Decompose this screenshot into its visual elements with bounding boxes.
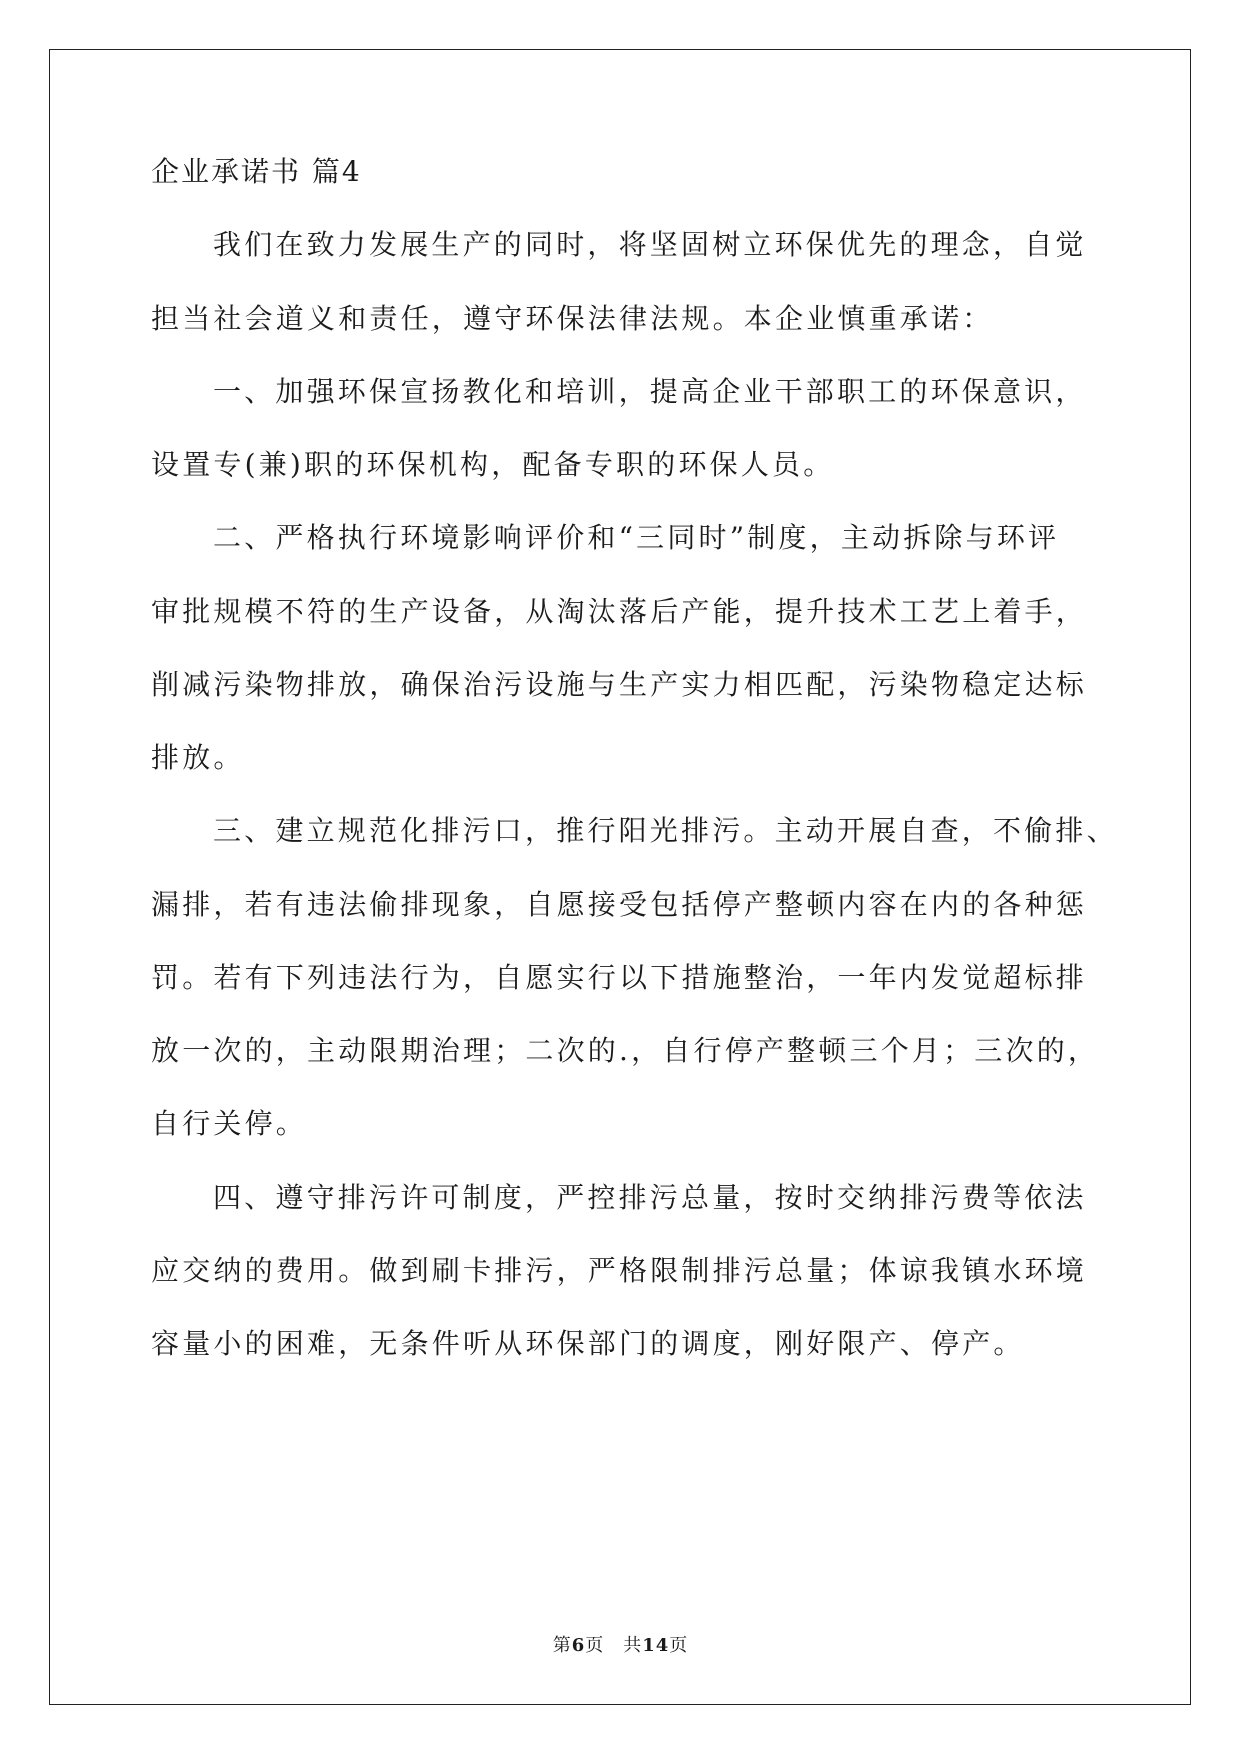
paragraph-line: 应交纳的费用。做到刷卡排污，严格限制排污总量；体谅我镇水环境 bbox=[151, 1254, 1088, 1287]
paragraph-line: 漏排，若有违法偷排现象，自愿接受包括停产整顿内容在内的各种惩 bbox=[151, 888, 1088, 921]
paragraph-line: 削减污染物排放，确保治污设施与生产实力相匹配，污染物稳定达标 bbox=[151, 668, 1088, 701]
footer-prefix: 第 bbox=[552, 1635, 572, 1656]
paragraph-line: 四、遵守排污许可制度，严控排污总量，按时交纳排污费等依法 bbox=[213, 1181, 1087, 1214]
paragraph-line: 自行关停。 bbox=[151, 1107, 308, 1140]
current-page-number: 6 bbox=[571, 1635, 586, 1656]
paragraph-line: 二、严格执行环境影响评价和“三同时”制度，主动拆除与环评 bbox=[213, 521, 1060, 554]
paragraph-line: 放一次的，主动限期治理；二次的.，自行停产整顿三个月；三次的， bbox=[151, 1034, 1100, 1067]
total-page-count: 14 bbox=[642, 1635, 670, 1656]
page-number-footer bbox=[0, 1634, 1241, 1658]
paragraph-line: 排放。 bbox=[151, 741, 245, 774]
paragraph-line: 设置专(兼)职的环保机构，配备专职的环保人员。 bbox=[151, 448, 835, 481]
footer-suffix: 页 bbox=[669, 1635, 689, 1656]
paragraph-line: 审批规模不符的生产设备，从淘汰落后产能，提升技术工艺上着手， bbox=[151, 595, 1088, 628]
paragraph-line: 一、加强环保宣扬教化和培训，提高企业干部职工的环保意识， bbox=[213, 375, 1087, 408]
document-title: 企业承诺书 篇4 bbox=[151, 155, 362, 188]
page-border bbox=[49, 49, 1191, 1705]
paragraph-line: 容量小的困难，无条件听从环保部门的调度，刚好限产、停产。 bbox=[151, 1327, 1025, 1360]
paragraph-line: 罚。若有下列违法行为，自愿实行以下措施整治，一年内发觉超标排 bbox=[151, 961, 1088, 994]
footer-middle: 页 共 bbox=[585, 1635, 643, 1656]
paragraph-line: 三、建立规范化排污口，推行阳光排污。主动开展自查，不偷排、 bbox=[213, 814, 1118, 847]
paragraph-line: 担当社会道义和责任，遵守环保法律法规。本企业慎重承诺： bbox=[151, 302, 994, 335]
paragraph-line: 我们在致力发展生产的同时，将坚固树立环保优先的理念，自觉 bbox=[213, 228, 1087, 261]
